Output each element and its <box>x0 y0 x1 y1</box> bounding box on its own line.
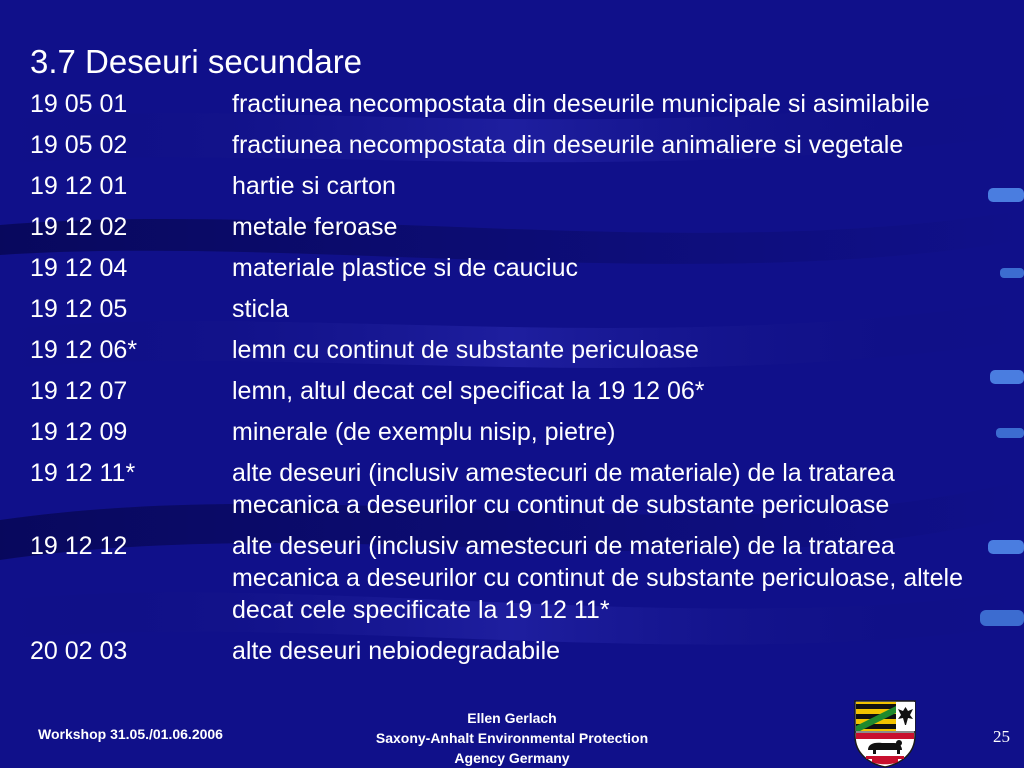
waste-description: hartie si carton <box>232 172 396 200</box>
waste-code: 19 05 01 <box>30 90 128 118</box>
list-item <box>30 211 1005 243</box>
waste-description: alte deseuri (inclusiv amestecuri de materiale) de la tratarea mecanica a deseurilor cu continut de substante periculoase <box>232 459 895 519</box>
waste-code: 19 12 01 <box>30 172 128 200</box>
waste-code: 19 12 11* <box>30 459 136 487</box>
waste-description: lemn, altul decat cel specificat la 19 12 06* <box>232 377 705 405</box>
waste-description: fractiunea necompostata din deseurile animaliere si vegetale <box>232 131 904 159</box>
waste-code: 19 12 02 <box>30 213 128 241</box>
list-item <box>30 416 1005 448</box>
footer-author <box>322 708 702 768</box>
page-number: 25 <box>993 727 1010 746</box>
list-item <box>30 88 1005 120</box>
list-item <box>30 635 1005 667</box>
waste-description: metale feroase <box>232 213 398 241</box>
list-item <box>30 457 1005 521</box>
list-item <box>30 293 1005 325</box>
waste-code: 19 12 12 <box>30 532 128 560</box>
waste-code: 19 12 09 <box>30 418 128 446</box>
waste-code: 19 12 06* <box>30 336 138 364</box>
waste-code: 19 12 04 <box>30 254 128 282</box>
waste-code: 19 05 02 <box>30 131 128 159</box>
waste-code: 19 12 05 <box>30 295 128 323</box>
waste-description: alte deseuri nebiodegradabile <box>232 637 561 665</box>
waste-description: materiale plastice si de cauciuc <box>232 254 578 282</box>
waste-code-list <box>30 88 1005 676</box>
footer-organization: Saxony-Anhalt Environmental Protection <box>375 730 649 746</box>
waste-description: fractiunea necompostata din deseurile municipale si asimilabile <box>232 90 930 118</box>
footer-workshop-date: Workshop 31.05./01.06.2006 <box>38 726 223 742</box>
list-item <box>30 334 1005 366</box>
footer-organization-country: Agency Germany <box>454 750 570 766</box>
list-item <box>30 252 1005 284</box>
footer-author-name: Ellen Gerlach <box>467 710 557 726</box>
waste-description: minerale (de exemplu nisip, pietre) <box>232 418 616 446</box>
slide-title: 3.7 Deseuri secundare <box>30 43 363 80</box>
waste-description: alte deseuri (inclusiv amestecuri de materiale) de la tratarea mecanica a deseurilor cu continut de substante periculoase, altele decat cele specificate la 19 12 11* <box>232 532 963 624</box>
list-item <box>30 530 1005 626</box>
waste-code: 20 02 03 <box>30 637 128 665</box>
list-item <box>30 170 1005 202</box>
saxony-anhalt-coat-of-arms-icon <box>852 698 918 768</box>
waste-description: sticla <box>232 295 289 323</box>
waste-code: 19 12 07 <box>30 377 128 405</box>
list-item <box>30 375 1005 407</box>
list-item <box>30 129 1005 161</box>
waste-description: lemn cu continut de substante periculoase <box>232 336 699 364</box>
